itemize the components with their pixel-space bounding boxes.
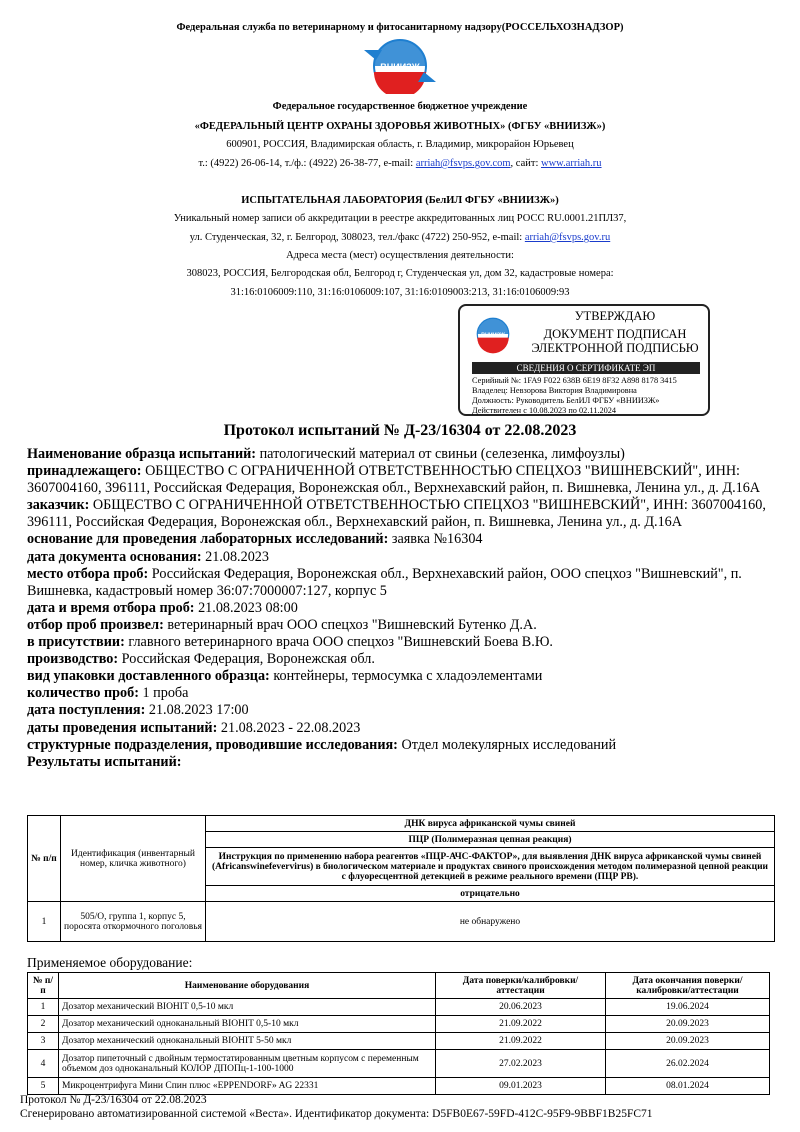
- field-value: 21.08.2023 08:00: [194, 599, 298, 616]
- stamp-position: Должность: Руководитель БелИЛ ФГБУ «ВНИИЗЖ»: [472, 396, 660, 405]
- cell: 19.06.2024: [606, 999, 770, 1016]
- field-label: в присутствии:: [27, 634, 125, 651]
- lab-address-text: ул. Студенческая, 32, г. Белгород, 308023, тел./факс (4722) 250-952, e-mail:: [189, 232, 525, 243]
- stamp-approve: УТВЕРЖДАЮ: [574, 309, 656, 323]
- method-header: ПЦР (Полимеразная цепная реакция): [206, 832, 775, 848]
- stamp-line2: ЭЛЕКТРОННОЙ ПОДПИСЬЮ: [531, 341, 699, 355]
- org-contacts: [0, 158, 800, 169]
- lab-name: ИСПЫТАТЕЛЬНАЯ ЛАБОРАТОРИЯ (БелИЛ ФГБУ «ВНИИЗЖ»): [241, 195, 559, 206]
- row-result: не обнаружено: [206, 902, 775, 942]
- field-value: главного ветеринарного врача ООО спецхоз "Вишневский Боева В.Ю.: [124, 634, 553, 651]
- cell: 21.09.2022: [436, 1016, 606, 1033]
- email-link[interactable]: arriah@fsvps.gov.com: [415, 158, 511, 169]
- cell: 1: [28, 999, 59, 1016]
- org-address: 600901, РОССИЯ, Владимирская область, г. Владимир, микрорайон Юрьевец: [226, 139, 574, 150]
- cell: 08.01.2024: [606, 1078, 770, 1095]
- field-label: структурные подразделения, проводившие исследования:: [27, 736, 398, 753]
- equipment-heading: Применяемое оборудование:: [27, 955, 193, 970]
- field: [27, 463, 779, 497]
- page-title: Протокол испытаний № Д-23/16304 от 22.08.2023: [223, 422, 577, 439]
- field-label: отбор проб произвел:: [27, 616, 164, 633]
- field: [27, 668, 779, 685]
- field-label: дата документа основания:: [27, 548, 202, 565]
- stamp-info: [472, 376, 677, 416]
- field-value: Российская Федерация, Воронежская обл., Верхнехавский район, ООО спецхоз "Вишневский", п. Вишневка, кадастровый номер 36:07:7000007:127, корпус 5: [27, 565, 742, 599]
- col-header: Дата окончания поверки/калибровки/аттестации: [606, 973, 770, 999]
- field: [27, 754, 779, 771]
- table-row: [28, 1050, 770, 1078]
- sample-fields: [27, 446, 779, 771]
- field-label: количество проб:: [27, 685, 139, 702]
- footer-protocol: Протокол № Д-23/16304 от 22.08.2023: [20, 1094, 207, 1106]
- cell: 5: [28, 1078, 59, 1095]
- svg-text:ВНИИЗЖ: ВНИИЗЖ: [380, 62, 420, 72]
- cell: 3: [28, 1033, 59, 1050]
- stamp-logo-icon: [470, 312, 516, 356]
- cell: 4: [28, 1050, 59, 1078]
- field: [27, 531, 779, 548]
- cell: 21.09.2022: [436, 1033, 606, 1050]
- cell: 20.09.2023: [606, 1016, 770, 1033]
- normative-header: Инструкция по применению набора реагентов «ПЦР-АЧС-ФАКТОР», для выявления ДНК вируса африканской чумы свиней (Africanswinefevervirus) в биологическом материале и продуктах свиного происхождения методом полимеразной цепной реакции с флуоресцентной детекцией в режиме реального времени (ПЦР РВ).: [206, 848, 775, 886]
- lab-email-link[interactable]: arriah@fsvps.gov.ru: [524, 232, 611, 243]
- cell: 27.02.2023: [436, 1050, 606, 1078]
- cell: 09.01.2023: [436, 1078, 606, 1095]
- field-label: производство:: [27, 651, 119, 668]
- field-label: основание для проведения лабораторных исследований:: [27, 531, 389, 548]
- field: [27, 702, 779, 719]
- activity-address: 308023, РОССИЯ, Белгородская обл, Белгород г, Студенческая ул, дом 32, кадастровые номера:: [186, 268, 614, 279]
- table-row: [28, 1078, 770, 1095]
- row-ident: 505/О, группа 1, корпус 5, поросята откормочного поголовья: [61, 902, 206, 942]
- cell: Дозатор пипеточный с двойным термостатированным цветным корпусом с переменным объемом доз одноканальный КОЛОР ДПОПц-1-100-1000: [59, 1050, 436, 1078]
- col-header: № п/п: [28, 973, 59, 999]
- activity-label: Адреса места (мест) осуществления деятельности:: [286, 250, 514, 261]
- cell: Дозатор механический одноканальный BIOHIT 5-50 мкл: [59, 1033, 436, 1050]
- svg-text:ВНИИЗЖ: ВНИИЗЖ: [481, 332, 505, 339]
- field-label: дата и время отбора проб:: [27, 599, 195, 616]
- equipment-table: [27, 972, 770, 1095]
- indicator-header: ДНК вируса африканской чумы свиней: [206, 816, 775, 832]
- signature-stamp: [458, 304, 710, 416]
- field: [27, 685, 779, 702]
- field-value: 21.08.2023 17:00: [145, 702, 249, 719]
- table-row: [28, 902, 775, 942]
- cell: Микроцентрифуга Мини Спин плюс «EPPENDORF» AG 22331: [59, 1078, 436, 1095]
- cell: 20.09.2023: [606, 1033, 770, 1050]
- field-value: ОБЩЕСТВО С ОГРАНИЧЕННОЙ ОТВЕТСТВЕННОСТЬЮ СПЕЦХОЗ "ВИШНЕВСКИЙ", ИНН: 3607004160, 396111, Российская Федерация, Воронежская обл., Верхнехавский район, п. Вишневка, Ленина ул., д. Д.16А: [27, 463, 761, 497]
- field-value: заявка №16304: [388, 531, 483, 548]
- field: [27, 446, 779, 463]
- field-value: 21.08.2023 - 22.08.2023: [217, 719, 361, 736]
- col-ident: Идентификация (инвентарный номер, кличка животного): [61, 816, 206, 902]
- stamp-line1: ДОКУМЕНТ ПОДПИСАН: [543, 327, 687, 341]
- results-heading: Результаты испытаний:: [27, 753, 182, 770]
- field-label: дата поступления:: [27, 702, 146, 719]
- table-row: [28, 999, 770, 1016]
- col-num: № п/п: [28, 816, 61, 902]
- org-name: «ФЕДЕРАЛЬНЫЙ ЦЕНТР ОХРАНЫ ЗДОРОВЬЯ ЖИВОТНЫХ» (ФГБУ «ВНИИЗЖ»): [194, 121, 606, 132]
- field-label: Наименование образца испытаний:: [27, 446, 257, 462]
- norm-header: отрицательно: [206, 886, 775, 902]
- field-value: 21.08.2023: [201, 548, 269, 565]
- field: [27, 720, 779, 737]
- row-num: 1: [28, 902, 61, 942]
- org-type: Федеральное государственное бюджетное учреждение: [272, 101, 528, 112]
- site-prefix: , сайт:: [510, 158, 541, 169]
- field-value: Российская Федерация, Воронежская обл.: [118, 651, 375, 668]
- site-link[interactable]: www.arriah.ru: [541, 158, 602, 169]
- field-value: 1 проба: [138, 685, 189, 702]
- phone-text: т.: (4922) 26-06-14, т./ф.: (4922) 26-38-77, e-mail:: [198, 158, 416, 169]
- field-value: контейнеры, термосумка с хладоэлементами: [269, 668, 543, 685]
- field: [27, 549, 779, 566]
- field-label: вид упаковки доставленного образца:: [27, 668, 270, 685]
- field: [27, 497, 779, 531]
- field-label: принадлежащего:: [27, 463, 142, 480]
- stamp-serial: Серийный №: 1FA9 F022 638B 6E19 8F32 A898 8178 3415: [472, 376, 677, 385]
- field: [27, 600, 779, 617]
- field-value: ОБЩЕСТВО С ОГРАНИЧЕННОЙ ОТВЕТСТВЕННОСТЬЮ СПЕЦХОЗ "ВИШНЕВСКИЙ", ИНН: 3607004160, 396111, Российская Федерация, Воронежская обл., Верхнехавский район, п. Вишневка, Ленина ул., д. Д.16А: [27, 497, 766, 531]
- field-label: заказчик:: [27, 497, 90, 514]
- field-label: место отбора проб:: [27, 565, 149, 582]
- col-header: Дата поверки/калибровки/аттестации: [436, 973, 606, 999]
- results-table: [27, 815, 775, 942]
- stamp-certificate-bar: СВЕДЕНИЯ О СЕРТИФИКАТЕ ЭП: [472, 362, 700, 374]
- field: [27, 634, 779, 651]
- stamp-owner: Владелец: Невзорова Виктория Владимировна: [472, 386, 637, 395]
- cell: 2: [28, 1016, 59, 1033]
- field: [27, 617, 779, 634]
- cell: 20.06.2023: [436, 999, 606, 1016]
- table-row: [28, 1016, 770, 1033]
- footer-generated: Сгенерировано автоматизированной системой «Веста». Идентификатор документа: D5FB0E67-59FD-412C-95F9-9BBF1B25FC71: [20, 1108, 653, 1120]
- cell: Дозатор механический BIOHIT 0,5-10 мкл: [59, 999, 436, 1016]
- stamp-valid: Действителен с 10.08.2023 по 02.11.2024: [472, 406, 617, 415]
- lab-accreditation: Уникальный номер записи об аккредитации в реестре аккредитованных лиц РОСС RU.0001.21ПЛ37,: [173, 213, 627, 224]
- field-value: патологический материал от свиньи (селезенка, лимфоузлы): [256, 446, 625, 462]
- field: [27, 651, 779, 668]
- field: [27, 566, 779, 600]
- field-label: даты проведения испытаний:: [27, 719, 218, 736]
- col-header: Наименование оборудования: [59, 973, 436, 999]
- field-value: Отдел молекулярных исследований: [397, 736, 617, 753]
- field-value: ветеринарный врач ООО спецхоз "Вишневский Бутенко Д.А.: [163, 616, 537, 633]
- lab-address: [0, 232, 800, 243]
- field: [27, 737, 779, 754]
- cell: 26.02.2024: [606, 1050, 770, 1078]
- cell: Дозатор механический одноканальный BIOHIT 0,5-10 мкл: [59, 1016, 436, 1033]
- agency-name: Федеральная служба по ветеринарному и фитосанитарному надзору(РОССЕЛЬХОЗНАДЗОР): [176, 22, 624, 33]
- vniizzh-logo-icon: [362, 38, 438, 94]
- table-row: [28, 1033, 770, 1050]
- cadastral-numbers: 31:16:0106009:110, 31:16:0106009:107, 31:16:0109003:213, 31:16:0106009:93: [230, 287, 570, 298]
